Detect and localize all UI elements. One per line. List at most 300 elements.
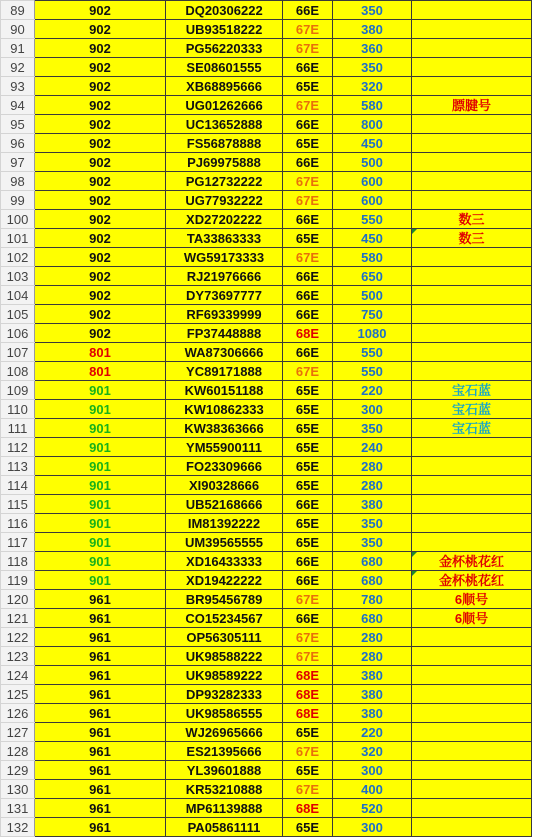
- cell-plate-number[interactable]: CO15234567: [166, 609, 283, 628]
- cell-price[interactable]: 1080: [333, 324, 412, 343]
- cell-model-code[interactable]: 902: [35, 153, 166, 172]
- cell-version[interactable]: 67E: [283, 780, 333, 799]
- cell-version[interactable]: 66E: [283, 495, 333, 514]
- cell-model-code[interactable]: 961: [35, 685, 166, 704]
- cell-version[interactable]: 66E: [283, 115, 333, 134]
- cell-price[interactable]: 350: [333, 1, 412, 20]
- row-number[interactable]: 126: [1, 704, 35, 723]
- cell-version[interactable]: 67E: [283, 191, 333, 210]
- cell-note[interactable]: 膘腱号: [412, 96, 532, 115]
- cell-model-code[interactable]: 902: [35, 172, 166, 191]
- cell-version[interactable]: 65E: [283, 476, 333, 495]
- cell-price[interactable]: 680: [333, 609, 412, 628]
- table-row: [1, 115, 532, 134]
- cell-version[interactable]: 68E: [283, 324, 333, 343]
- cell-version[interactable]: 65E: [283, 533, 333, 552]
- cell-note[interactable]: 6顺号: [412, 609, 532, 628]
- cell-plate-number[interactable]: KW60151188: [166, 381, 283, 400]
- cell-note[interactable]: [412, 305, 532, 324]
- cell-version[interactable]: 66E: [283, 609, 333, 628]
- cell-version[interactable]: 65E: [283, 438, 333, 457]
- cell-note[interactable]: [412, 58, 532, 77]
- cell-note[interactable]: [412, 799, 532, 818]
- row-number[interactable]: 94: [1, 96, 35, 115]
- row-number[interactable]: 129: [1, 761, 35, 780]
- table-row: [1, 248, 532, 267]
- cell-version[interactable]: 65E: [283, 77, 333, 96]
- cell-price[interactable]: 500: [333, 286, 412, 305]
- cell-version[interactable]: 67E: [283, 39, 333, 58]
- cell-version[interactable]: 67E: [283, 647, 333, 666]
- cell-price[interactable]: 300: [333, 818, 412, 837]
- row-number[interactable]: 112: [1, 438, 35, 457]
- cell-price[interactable]: 550: [333, 362, 412, 381]
- table-row: [1, 305, 532, 324]
- table-row: [1, 647, 532, 666]
- cell-price[interactable]: 350: [333, 533, 412, 552]
- cell-model-code[interactable]: 902: [35, 305, 166, 324]
- cell-price[interactable]: 300: [333, 761, 412, 780]
- cell-note[interactable]: 6顺号: [412, 590, 532, 609]
- cell-note[interactable]: [412, 780, 532, 799]
- cell-price[interactable]: 220: [333, 723, 412, 742]
- cell-version[interactable]: 65E: [283, 457, 333, 476]
- table-row: [1, 476, 532, 495]
- cell-model-code[interactable]: 902: [35, 210, 166, 229]
- table-row: [1, 514, 532, 533]
- cell-price[interactable]: 280: [333, 476, 412, 495]
- row-number[interactable]: 102: [1, 248, 35, 267]
- cell-model-code[interactable]: 961: [35, 704, 166, 723]
- cell-version[interactable]: 65E: [283, 400, 333, 419]
- cell-note[interactable]: [412, 172, 532, 191]
- cell-model-code[interactable]: 902: [35, 248, 166, 267]
- cell-version[interactable]: 66E: [283, 305, 333, 324]
- row-number[interactable]: 118: [1, 552, 35, 571]
- cell-note[interactable]: [412, 1, 532, 20]
- cell-price[interactable]: 380: [333, 666, 412, 685]
- cell-version[interactable]: 67E: [283, 742, 333, 761]
- cell-price[interactable]: 680: [333, 552, 412, 571]
- row-number[interactable]: 131: [1, 799, 35, 818]
- row-number[interactable]: 98: [1, 172, 35, 191]
- row-number[interactable]: 90: [1, 20, 35, 39]
- cell-version[interactable]: 65E: [283, 761, 333, 780]
- cell-plate-number[interactable]: YM55900111: [166, 438, 283, 457]
- cell-version[interactable]: 68E: [283, 666, 333, 685]
- cell-version[interactable]: 65E: [283, 514, 333, 533]
- table-row: [1, 666, 532, 685]
- cell-plate-number[interactable]: XD27202222: [166, 210, 283, 229]
- cell-price[interactable]: 680: [333, 571, 412, 590]
- cell-model-code[interactable]: 902: [35, 115, 166, 134]
- row-number[interactable]: 99: [1, 191, 35, 210]
- cell-plate-number[interactable]: UK98589222: [166, 666, 283, 685]
- cell-plate-number[interactable]: UB52168666: [166, 495, 283, 514]
- row-number[interactable]: 92: [1, 58, 35, 77]
- cell-plate-number[interactable]: UG77932222: [166, 191, 283, 210]
- cell-note[interactable]: [412, 476, 532, 495]
- cell-note[interactable]: [412, 20, 532, 39]
- cell-note[interactable]: [412, 457, 532, 476]
- cell-note[interactable]: [412, 666, 532, 685]
- cell-plate-number[interactable]: PJ69975888: [166, 153, 283, 172]
- cell-model-code[interactable]: 902: [35, 96, 166, 115]
- cell-price[interactable]: 350: [333, 58, 412, 77]
- cell-note[interactable]: [412, 248, 532, 267]
- cell-version[interactable]: 65E: [283, 419, 333, 438]
- row-number[interactable]: 104: [1, 286, 35, 305]
- cell-price[interactable]: 240: [333, 438, 412, 457]
- cell-note[interactable]: [412, 191, 532, 210]
- cell-model-code[interactable]: 901: [35, 552, 166, 571]
- row-number[interactable]: 111: [1, 419, 35, 438]
- cell-price[interactable]: 520: [333, 799, 412, 818]
- row-number[interactable]: 125: [1, 685, 35, 704]
- cell-plate-number[interactable]: PG12732222: [166, 172, 283, 191]
- table-row: [1, 742, 532, 761]
- cell-note[interactable]: [412, 134, 532, 153]
- table-row: [1, 704, 532, 723]
- cell-price[interactable]: 300: [333, 400, 412, 419]
- cell-model-code[interactable]: 902: [35, 77, 166, 96]
- cell-model-code[interactable]: 961: [35, 628, 166, 647]
- cell-price[interactable]: 500: [333, 153, 412, 172]
- cell-plate-number[interactable]: XD19422222: [166, 571, 283, 590]
- cell-model-code[interactable]: 961: [35, 799, 166, 818]
- table-row: [1, 20, 532, 39]
- row-number[interactable]: 124: [1, 666, 35, 685]
- cell-version[interactable]: 66E: [283, 343, 333, 362]
- cell-note[interactable]: [412, 723, 532, 742]
- row-number[interactable]: 120: [1, 590, 35, 609]
- cell-model-code[interactable]: 961: [35, 742, 166, 761]
- cell-price[interactable]: 580: [333, 96, 412, 115]
- cell-plate-number[interactable]: UG01262666: [166, 96, 283, 115]
- table-row: [1, 590, 532, 609]
- cell-price[interactable]: 650: [333, 267, 412, 286]
- cell-note[interactable]: [412, 343, 532, 362]
- row-number[interactable]: 101: [1, 229, 35, 248]
- cell-plate-number[interactable]: KR53210888: [166, 780, 283, 799]
- cell-price[interactable]: 320: [333, 77, 412, 96]
- cell-version[interactable]: 68E: [283, 799, 333, 818]
- cell-plate-number[interactable]: DP93282333: [166, 685, 283, 704]
- cell-note[interactable]: [412, 438, 532, 457]
- cell-note[interactable]: [412, 761, 532, 780]
- cell-price[interactable]: 800: [333, 115, 412, 134]
- table-row: [1, 723, 532, 742]
- cell-price[interactable]: 320: [333, 742, 412, 761]
- cell-version[interactable]: 66E: [283, 286, 333, 305]
- cell-model-code[interactable]: 902: [35, 58, 166, 77]
- cell-version[interactable]: 67E: [283, 172, 333, 191]
- cell-note[interactable]: [412, 685, 532, 704]
- cell-price[interactable]: 550: [333, 210, 412, 229]
- cell-note[interactable]: [412, 742, 532, 761]
- cell-note[interactable]: [412, 628, 532, 647]
- row-number[interactable]: 127: [1, 723, 35, 742]
- cell-note[interactable]: 宝石蓝: [412, 400, 532, 419]
- cell-version[interactable]: 68E: [283, 685, 333, 704]
- table-row: [1, 267, 532, 286]
- cell-price[interactable]: 280: [333, 628, 412, 647]
- cell-model-code[interactable]: 961: [35, 780, 166, 799]
- cell-model-code[interactable]: 901: [35, 457, 166, 476]
- cell-model-code[interactable]: 902: [35, 191, 166, 210]
- cell-plate-number[interactable]: PA05861111: [166, 818, 283, 837]
- cell-model-code[interactable]: 961: [35, 723, 166, 742]
- cell-note[interactable]: [412, 495, 532, 514]
- cell-note[interactable]: [412, 704, 532, 723]
- table-row: [1, 552, 532, 571]
- cell-plate-number[interactable]: UM39565555: [166, 533, 283, 552]
- row-number[interactable]: 123: [1, 647, 35, 666]
- table-row: [1, 39, 532, 58]
- cell-note[interactable]: [412, 77, 532, 96]
- cell-version[interactable]: 65E: [283, 818, 333, 837]
- table-row: [1, 96, 532, 115]
- row-number[interactable]: 114: [1, 476, 35, 495]
- cell-note[interactable]: [412, 286, 532, 305]
- cell-model-code[interactable]: 902: [35, 229, 166, 248]
- cell-note[interactable]: [412, 115, 532, 134]
- table-row: [1, 780, 532, 799]
- cell-note[interactable]: 宝石蓝: [412, 381, 532, 400]
- row-number[interactable]: 116: [1, 514, 35, 533]
- cell-note[interactable]: 数三: [412, 210, 532, 229]
- cell-model-code[interactable]: 901: [35, 514, 166, 533]
- comment-indicator-icon: [412, 571, 417, 576]
- cell-price[interactable]: 220: [333, 381, 412, 400]
- cell-model-code[interactable]: 902: [35, 324, 166, 343]
- cell-version[interactable]: 67E: [283, 96, 333, 115]
- table-row: [1, 58, 532, 77]
- cell-model-code[interactable]: 801: [35, 343, 166, 362]
- table-row: [1, 286, 532, 305]
- cell-plate-number[interactable]: KW38363666: [166, 419, 283, 438]
- cell-version[interactable]: 66E: [283, 210, 333, 229]
- row-number[interactable]: 105: [1, 305, 35, 324]
- cell-version[interactable]: 65E: [283, 723, 333, 742]
- cell-plate-number[interactable]: XD16433333: [166, 552, 283, 571]
- row-number[interactable]: 97: [1, 153, 35, 172]
- row-number[interactable]: 95: [1, 115, 35, 134]
- table-row: [1, 362, 532, 381]
- cell-version[interactable]: 66E: [283, 58, 333, 77]
- cell-price[interactable]: 380: [333, 704, 412, 723]
- cell-note[interactable]: [412, 362, 532, 381]
- row-number[interactable]: 110: [1, 400, 35, 419]
- cell-plate-number[interactable]: YL39601888: [166, 761, 283, 780]
- cell-plate-number[interactable]: WG59173333: [166, 248, 283, 267]
- row-number[interactable]: 100: [1, 210, 35, 229]
- table-row: [1, 571, 532, 590]
- cell-note[interactable]: [412, 39, 532, 58]
- cell-model-code[interactable]: 901: [35, 571, 166, 590]
- cell-price[interactable]: 380: [333, 685, 412, 704]
- cell-version[interactable]: 67E: [283, 590, 333, 609]
- cell-note[interactable]: [412, 571, 532, 590]
- cell-model-code[interactable]: 901: [35, 476, 166, 495]
- cell-plate-number[interactable]: ES21395666: [166, 742, 283, 761]
- row-number[interactable]: 106: [1, 324, 35, 343]
- cell-plate-number[interactable]: UK98586555: [166, 704, 283, 723]
- cell-note[interactable]: [412, 267, 532, 286]
- cell-plate-number[interactable]: YC89171888: [166, 362, 283, 381]
- cell-plate-number[interactable]: MP61139888: [166, 799, 283, 818]
- cell-note[interactable]: [412, 533, 532, 552]
- cell-version[interactable]: 67E: [283, 628, 333, 647]
- row-number[interactable]: 128: [1, 742, 35, 761]
- cell-plate-number[interactable]: XI90328666: [166, 476, 283, 495]
- cell-price[interactable]: 360: [333, 39, 412, 58]
- cell-price[interactable]: 550: [333, 343, 412, 362]
- cell-note[interactable]: [412, 552, 532, 571]
- table-row: [1, 1, 532, 20]
- cell-model-code[interactable]: 901: [35, 400, 166, 419]
- table-row: [1, 609, 532, 628]
- row-number[interactable]: 117: [1, 533, 35, 552]
- cell-price[interactable]: 750: [333, 305, 412, 324]
- cell-version[interactable]: 66E: [283, 571, 333, 590]
- comment-indicator-icon: [412, 229, 417, 234]
- cell-price[interactable]: 280: [333, 647, 412, 666]
- cell-plate-number[interactable]: WJ26965666: [166, 723, 283, 742]
- row-number[interactable]: 122: [1, 628, 35, 647]
- cell-plate-number[interactable]: FP37448888: [166, 324, 283, 343]
- table-row: [1, 761, 532, 780]
- cell-plate-number[interactable]: IM81392222: [166, 514, 283, 533]
- cell-model-code[interactable]: 902: [35, 20, 166, 39]
- cell-model-code[interactable]: 902: [35, 1, 166, 20]
- cell-price[interactable]: 380: [333, 495, 412, 514]
- cell-model-code[interactable]: 801: [35, 362, 166, 381]
- cell-version[interactable]: 65E: [283, 381, 333, 400]
- cell-price[interactable]: 450: [333, 134, 412, 153]
- row-number[interactable]: 91: [1, 39, 35, 58]
- cell-price[interactable]: 400: [333, 780, 412, 799]
- row-number[interactable]: 108: [1, 362, 35, 381]
- cell-note[interactable]: 宝石蓝: [412, 419, 532, 438]
- cell-version[interactable]: 67E: [283, 20, 333, 39]
- row-number[interactable]: 132: [1, 818, 35, 837]
- cell-plate-number[interactable]: WA87306666: [166, 343, 283, 362]
- cell-version[interactable]: 66E: [283, 552, 333, 571]
- row-number[interactable]: 119: [1, 571, 35, 590]
- cell-version[interactable]: 67E: [283, 248, 333, 267]
- row-number[interactable]: 130: [1, 780, 35, 799]
- row-number[interactable]: 109: [1, 381, 35, 400]
- cell-model-code[interactable]: 961: [35, 590, 166, 609]
- cell-price[interactable]: 580: [333, 248, 412, 267]
- table-row: [1, 229, 532, 248]
- table-row: [1, 799, 532, 818]
- cell-note[interactable]: [412, 818, 532, 837]
- cell-plate-number[interactable]: PG56220333: [166, 39, 283, 58]
- table-row: [1, 628, 532, 647]
- table-row: [1, 685, 532, 704]
- cell-model-code[interactable]: 961: [35, 666, 166, 685]
- cell-plate-number[interactable]: RF69339999: [166, 305, 283, 324]
- cell-model-code[interactable]: 961: [35, 609, 166, 628]
- cell-model-code[interactable]: 902: [35, 286, 166, 305]
- table-row: [1, 818, 532, 837]
- cell-note[interactable]: [412, 324, 532, 343]
- table-row: [1, 457, 532, 476]
- cell-model-code[interactable]: 901: [35, 419, 166, 438]
- cell-price[interactable]: 600: [333, 191, 412, 210]
- cell-model-code[interactable]: 902: [35, 39, 166, 58]
- cell-price[interactable]: 450: [333, 229, 412, 248]
- cell-model-code[interactable]: 901: [35, 533, 166, 552]
- cell-plate-number[interactable]: BR95456789: [166, 590, 283, 609]
- cell-version[interactable]: 66E: [283, 1, 333, 20]
- cell-note[interactable]: [412, 229, 532, 248]
- cell-plate-number[interactable]: XB68895666: [166, 77, 283, 96]
- row-number[interactable]: 121: [1, 609, 35, 628]
- cell-plate-number[interactable]: FO23309666: [166, 457, 283, 476]
- cell-price[interactable]: 380: [333, 20, 412, 39]
- cell-version[interactable]: 65E: [283, 229, 333, 248]
- cell-plate-number[interactable]: DY73697777: [166, 286, 283, 305]
- cell-model-code[interactable]: 902: [35, 267, 166, 286]
- cell-price[interactable]: 780: [333, 590, 412, 609]
- cell-model-code[interactable]: 961: [35, 647, 166, 666]
- cell-plate-number[interactable]: SE08601555: [166, 58, 283, 77]
- cell-model-code[interactable]: 961: [35, 761, 166, 780]
- cell-model-code[interactable]: 901: [35, 495, 166, 514]
- table-row: [1, 191, 532, 210]
- table-row: [1, 381, 532, 400]
- cell-version[interactable]: 66E: [283, 267, 333, 286]
- cell-note[interactable]: [412, 514, 532, 533]
- cell-plate-number[interactable]: KW10862333: [166, 400, 283, 419]
- cell-plate-number[interactable]: RJ21976666: [166, 267, 283, 286]
- cell-model-code[interactable]: 901: [35, 438, 166, 457]
- cell-model-code[interactable]: 901: [35, 381, 166, 400]
- table-row: [1, 419, 532, 438]
- row-number[interactable]: 103: [1, 267, 35, 286]
- cell-version[interactable]: 67E: [283, 362, 333, 381]
- cell-price[interactable]: 350: [333, 419, 412, 438]
- cell-price[interactable]: 600: [333, 172, 412, 191]
- cell-price[interactable]: 350: [333, 514, 412, 533]
- cell-plate-number[interactable]: FS56878888: [166, 134, 283, 153]
- cell-plate-number[interactable]: UC13652888: [166, 115, 283, 134]
- cell-plate-number[interactable]: UB93518222: [166, 20, 283, 39]
- cell-note[interactable]: [412, 647, 532, 666]
- row-number[interactable]: 96: [1, 134, 35, 153]
- row-number[interactable]: 113: [1, 457, 35, 476]
- cell-version[interactable]: 65E: [283, 134, 333, 153]
- row-number[interactable]: 107: [1, 343, 35, 362]
- row-number[interactable]: 89: [1, 1, 35, 20]
- cell-plate-number[interactable]: OP56305111: [166, 628, 283, 647]
- row-number[interactable]: 93: [1, 77, 35, 96]
- cell-version[interactable]: 68E: [283, 704, 333, 723]
- cell-plate-number[interactable]: DQ20306222: [166, 1, 283, 20]
- cell-price[interactable]: 280: [333, 457, 412, 476]
- cell-version[interactable]: 66E: [283, 153, 333, 172]
- table-row: [1, 77, 532, 96]
- row-number[interactable]: 115: [1, 495, 35, 514]
- cell-plate-number[interactable]: UK98588222: [166, 647, 283, 666]
- cell-model-code[interactable]: 902: [35, 134, 166, 153]
- cell-plate-number[interactable]: TA33863333: [166, 229, 283, 248]
- cell-model-code[interactable]: 961: [35, 818, 166, 837]
- cell-note[interactable]: [412, 153, 532, 172]
